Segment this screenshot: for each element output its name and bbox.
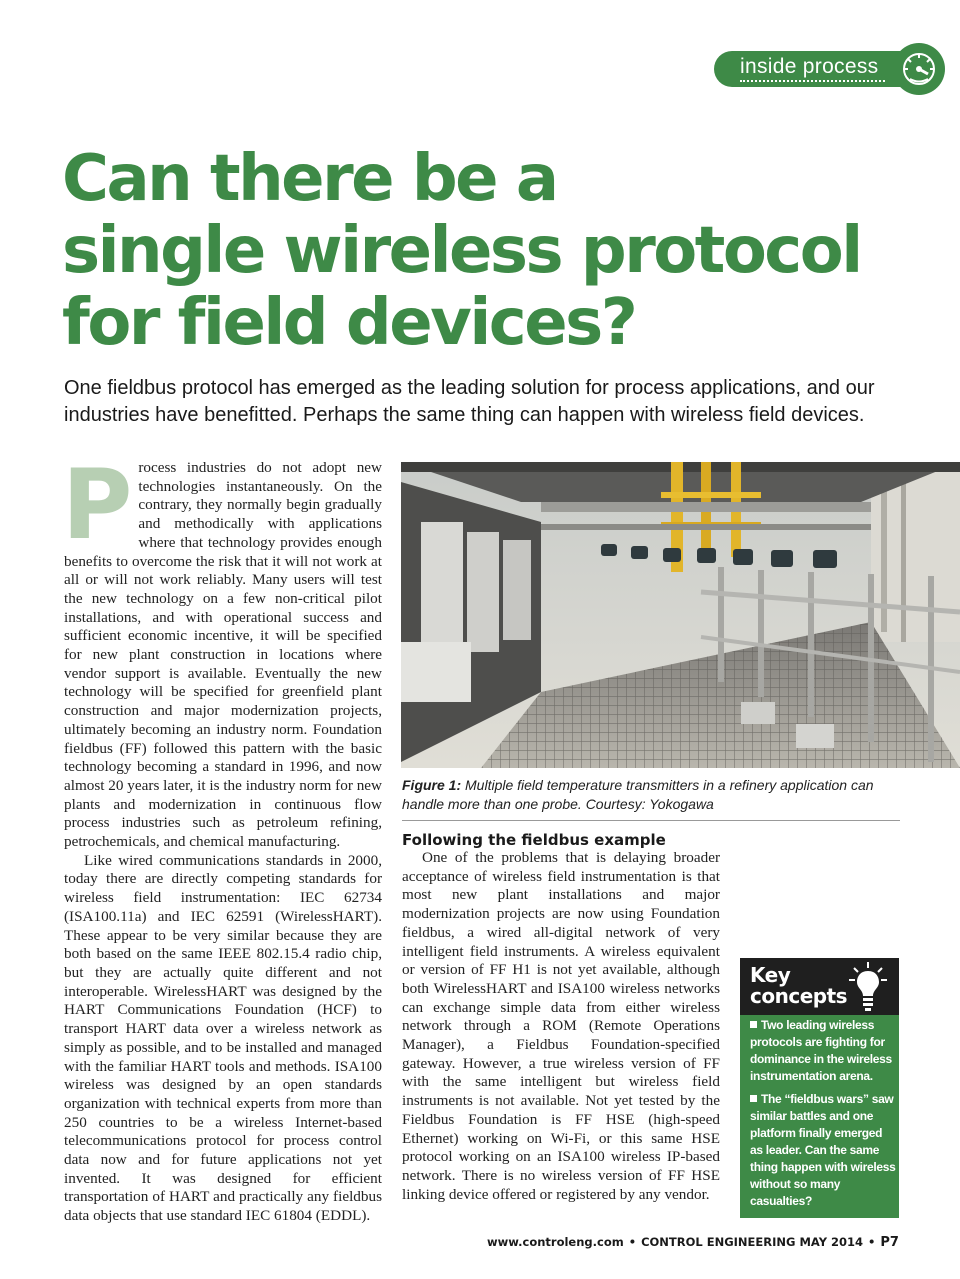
key-concepts-list: [750, 1017, 896, 1216]
key-concept-text: The “fieldbus wars” saw similar battles and one platform finally emerged as leader. Can the same thing happen with wireless without so many casualties?: [750, 1092, 896, 1208]
body-column-2: [402, 849, 720, 1204]
section-tab-dotted-rule: [740, 80, 885, 82]
key-concepts-title-line-1: Key: [750, 963, 791, 987]
body-column-1: [62, 449, 382, 1226]
page-number: P7: [880, 1235, 899, 1250]
figure-photo: [401, 462, 960, 768]
footer-url[interactable]: www.controleng.com: [487, 1235, 624, 1249]
key-concept-item: [750, 1091, 896, 1210]
body-paragraph-1-text: rocess industries do not adopt new technologies instantaneously. On the contrary, they normally begin gradually and methodically with applications where that technology provides enough benefits to overcome the risk that it will not work at all or will not work reliably. Many users will test the new technology on a few non-critical pilot installations, and with operational success and sufficient economic incentive, it will be specified for new plant construction in locations where vendor support is available. Eventually the new technology will be specified for greenfield plant construction and major modernization projects, ultimately becoming an industry norm. Foundation fieldbus (FF) followed this pattern with the basic technology becoming a standard in 1996, and now almost 20 years later, it is the industry norm for new plants and modernization in continuous flow process industries such as petroleum refining, petrochemicals, and chemical manufacturing.: [64, 459, 382, 851]
key-concept-text: Two leading wireless protocols are fighting for dominance in the wireless instrumentation arena.: [750, 1018, 892, 1083]
caption-divider: [402, 820, 900, 821]
refinery-walkway-image: [401, 462, 960, 768]
headline-line-2: single wireless protocol: [62, 214, 861, 288]
deck: One fieldbus protocol has emerged as the leading solution for process applications, and our industries have benefitted. Perhaps the same thing can happen with wireless field devices.: [64, 377, 875, 426]
gauge-icon: [898, 48, 940, 90]
section-tab-label: inside process: [740, 55, 879, 78]
key-concepts-title-line-2: concepts: [750, 984, 848, 1008]
page-footer: [487, 1235, 899, 1250]
bullet-square-icon: [750, 1095, 757, 1102]
figure-label: Figure 1:: [402, 777, 462, 793]
body-paragraph-2: Like wired communications standards in 2000, today there are directly competing standards for wireless field instrumentation: IEC 62734 (ISA100.11a) and IEC 62591 (WirelessHART). These appear to be very similar because they are both based on the same IEEE 802.15.4 radio chip, but they are actually quite different and not interoperable. WirelessHART was designed by the HART Communications Foundation (HCF) to transport HART data over a wireless network as simply as possible, and to be installed and managed with the familiar HART tools and methods. ISA100 wireless was designed by an open standards organization with technical experts from more than 250 countries to be a wireless Internet-based telecommunications protocol for process control data now and for future applications not yet invented. It was designed for efficient transportation of HART and practically any fieldbus data objects that use standard IEC 61804 (EDDL).: [64, 851, 382, 1225]
lightbulb-icon: [846, 960, 890, 1012]
body-paragraph-3: One of the problems that is delaying broader acceptance of wireless field instrumentation is that most new plant installations and major modernization projects are now using Foundation fieldbus, a wired all-digital network of very intelligent field instruments. A wireless equivalent or version of FF H1 is not yet available, although both WirelessHART and ISA100 wireless networks can exchange simple data from either wireless network through a ROM (Remote Operations Manager), a Fieldbus Foundation-specified gateway. However, a true wireless version of FF with the same intelligent but wireless field instruments is not available. Not yet tested by the Fieldbus Foundation is FF HSE (high-speed Ethernet) working on Wi-Fi, or this same HSE protocol working on an ISA100 wireless IP-based network. There is no wireless version of FF HSE linking device offered or registered by any vendor.: [402, 849, 720, 1203]
figure-caption: [402, 776, 902, 814]
bullet-square-icon: [750, 1021, 757, 1028]
key-concept-item: [750, 1017, 896, 1085]
body-paragraph-1: [62, 449, 382, 852]
figure-caption-text: Multiple field temperature transmitters in a refinery application can handle more than one probe. Courtesy: Yokogawa: [402, 777, 874, 812]
drop-cap: P: [62, 449, 133, 561]
section-heading: Following the fieldbus example: [402, 831, 666, 849]
footer-separator: •: [868, 1235, 876, 1249]
key-concepts-title: [750, 965, 847, 1007]
footer-separator: •: [628, 1235, 637, 1249]
headline-line-1: Can there be a: [62, 142, 557, 216]
headline-line-3: for field devices?: [62, 286, 636, 360]
footer-magazine: CONTROL ENGINEERING MAY 2014: [641, 1235, 864, 1249]
headline: [62, 143, 942, 359]
